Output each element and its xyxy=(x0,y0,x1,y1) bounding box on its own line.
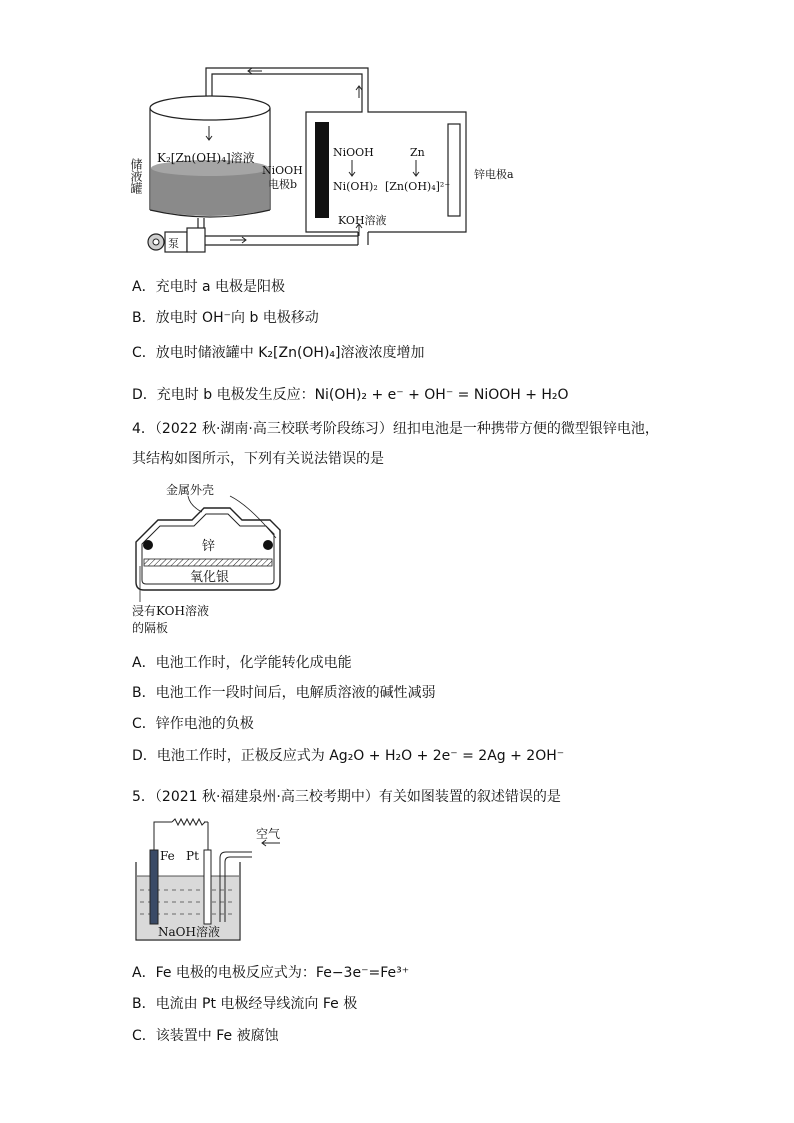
reaction-left-bottom: Ni(OH)₂ xyxy=(333,180,378,193)
q4-option-d: D．电池工作时，正极反应式为 Ag₂O + H₂O + 2e⁻ = 2Ag + 2OH⁻ xyxy=(132,748,565,764)
q4-option-a: A．电池工作时，化学能转化成电能 xyxy=(132,655,352,671)
q5-option-c: C．该装置中 Fe 被腐蚀 xyxy=(132,1028,279,1044)
flow-battery-diagram xyxy=(129,60,514,260)
fe-pt-cell-diagram xyxy=(132,812,302,948)
button-cell-separator-label-1: 浸有KOH溶液 xyxy=(132,604,209,618)
q4-option-c: C．锌作电池的负极 xyxy=(132,716,254,732)
q3-option-d: D．充电时 b 电极发生反应：Ni(OH)₂ + e⁻ + OH⁻ = NiOOH + H₂O xyxy=(132,387,569,403)
q5-option-a: A．Fe 电极的电极反应式为：Fe−3e⁻=Fe³⁺ xyxy=(132,965,410,981)
button-cell-diagram xyxy=(130,482,290,638)
naoh-solution-label: NaOH溶液 xyxy=(158,925,220,939)
pt-label: Pt xyxy=(186,849,199,863)
tank-solution-label: K₂[Zn(OH)₄]溶液 xyxy=(157,151,255,165)
reaction-right-top: Zn xyxy=(410,146,425,159)
q3-option-c: C．放电时储液罐中 K₂[Zn(OH)₄]溶液浓度增加 xyxy=(132,345,425,361)
electrode-b-label-2: 电极b xyxy=(268,178,298,191)
electrode-a-label: 锌电极a xyxy=(474,168,514,181)
electrode-b-label-1: NiOOH xyxy=(262,164,303,177)
electrolyte-label: KOH溶液 xyxy=(338,214,387,227)
button-cell-separator-label-2: 的隔板 xyxy=(132,621,169,635)
tank-label: 储液罐 xyxy=(129,158,143,194)
button-cell-zinc-label: 锌 xyxy=(202,539,216,554)
fe-label: Fe xyxy=(160,849,175,863)
reaction-left-top: NiOOH xyxy=(333,146,374,159)
button-cell-silver-oxide-label: 氧化银 xyxy=(190,570,230,585)
q5-stem: 5．（2021 秋·福建泉州·高三校考期中）有关如图装置的叙述错误的是 xyxy=(132,789,561,805)
pump-label: 泵 xyxy=(168,237,179,250)
q3-option-a: A．充电时 a 电极是阳极 xyxy=(132,279,286,295)
q5-option-b: B．电流由 Pt 电极经导线流向 Fe 极 xyxy=(132,996,358,1012)
q4-option-b: B．电池工作一段时间后，电解质溶液的碱性减弱 xyxy=(132,685,436,701)
reaction-right-bottom: [Zn(OH)₄]²⁻ xyxy=(385,180,451,193)
q3-option-b: B．放电时 OH⁻向 b 电极移动 xyxy=(132,310,319,326)
button-cell-shell-label: 金属外壳 xyxy=(166,483,215,497)
q4-stem: 4．（2022 秋·湖南·高三校联考阶段练习）纽扣电池是一种携带方便的微型银锌电池，其结构如图所示，下列有关说法错误的是 xyxy=(132,421,659,467)
air-label: 空气 xyxy=(256,827,281,841)
